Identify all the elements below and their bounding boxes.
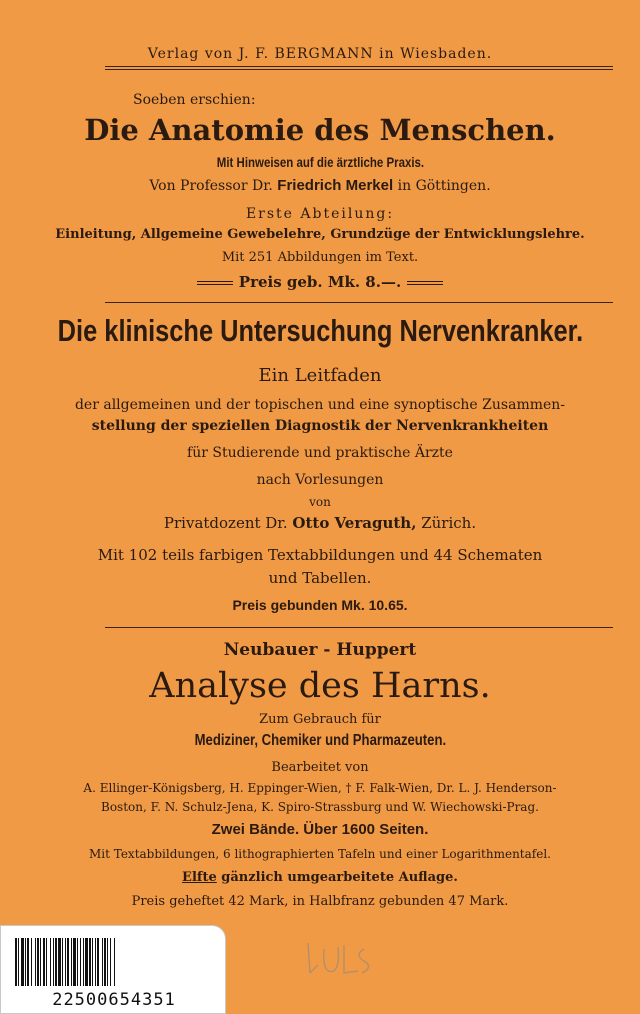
book2-subtitle: Ein Leitfaden (258, 365, 382, 386)
book1-contents: Einleitung, Allgemeine Gewebelehre, Grundzüge der Entwicklungslehre. (55, 227, 585, 242)
book3-audience: Mediziner, Chemiker und Pharmazeuten. (194, 732, 446, 749)
book3-edition: Elfte gänzlich umgearbeitete Auflage. (182, 870, 458, 885)
book3-contributors-1: A. Ellinger-Königsberg, H. Eppinger-Wien, † F. Falk-Wien, Dr. L. J. Henderson- (83, 781, 557, 795)
book1-price: Preis geb. Mk. 8.—. (0, 273, 640, 291)
book1-subtitle: Mit Hinweisen auf die ärztliche Praxis. (216, 154, 424, 170)
book2-description-2: stellung der speziellen Diagnostik der Nervenkrankheiten (91, 418, 549, 434)
price-ornament-right (407, 281, 443, 285)
book2-illustrations-1: Mit 102 teils farbigen Textabbildungen und 44 Schematen (97, 546, 543, 564)
book2-by: von (309, 495, 331, 509)
book2-title: Die klinische Untersuchung Nervenkranker. (57, 313, 584, 348)
book2-price: Preis gebunden Mk. 10.65. (232, 597, 408, 613)
book2-illustrations-2: und Tabellen. (268, 569, 372, 587)
book2-description-1: der allgemeinen und der topischen und eine synoptische Zusammen- (74, 397, 566, 413)
header-rule (105, 66, 613, 70)
book2-author-name: Otto Veraguth, (292, 514, 417, 532)
book3-use: Zum Gebrauch für (259, 712, 381, 727)
book1-part: Erste Abteilung: (245, 206, 395, 222)
section-rule-2 (105, 627, 613, 628)
book3-price: Preis geheftet 42 Mark, in Halbfranz gebunden 47 Mark. (131, 894, 509, 909)
book3-volumes: Zwei Bände. Über 1600 Seiten. (211, 821, 429, 838)
barcode-icon (15, 938, 211, 986)
book2-author: Privatdozent Dr. Otto Veraguth, Zürich. (163, 514, 477, 532)
library-barcode-label (0, 925, 226, 1014)
book1-intro: Soeben erschien: (133, 92, 256, 108)
book1-title: Die Anatomie des Menschen. (84, 113, 556, 147)
pencil-signature-icon (300, 935, 400, 980)
book1-author-name: Friedrich Merkel (277, 177, 394, 194)
section-rule-1 (105, 302, 613, 303)
book3-title: Analyse des Harns. (149, 666, 491, 706)
book2-audience: für Studierende und praktische Ärzte (187, 445, 453, 461)
book1-author: Von Professor Dr. Friedrich Merkel in Göttingen. (149, 177, 491, 194)
book3-authors: Neubauer - Huppert (223, 640, 417, 660)
book3-contributors-2: Boston, F. N. Schulz-Jena, K. Spiro-Strassburg und W. Wiechowski-Prag. (101, 800, 539, 814)
book2-lectures: nach Vorlesungen (256, 472, 384, 488)
book1-illustrations: Mit 251 Abbildungen im Text. (221, 250, 419, 265)
book3-edited: Bearbeitet von (271, 760, 369, 775)
barcode-bar (115, 938, 116, 986)
book3-illustrations: Mit Textabbildungen, 6 lithographierten Tafeln und einer Logarithmentafel. (89, 847, 551, 861)
barcode-number: 22500654351 (52, 990, 176, 1010)
publisher-header: Verlag von J. F. BERGMANN in Wiesbaden. (147, 46, 493, 62)
book3-edition-word: Elfte (182, 870, 217, 885)
price-ornament-left (197, 281, 233, 285)
